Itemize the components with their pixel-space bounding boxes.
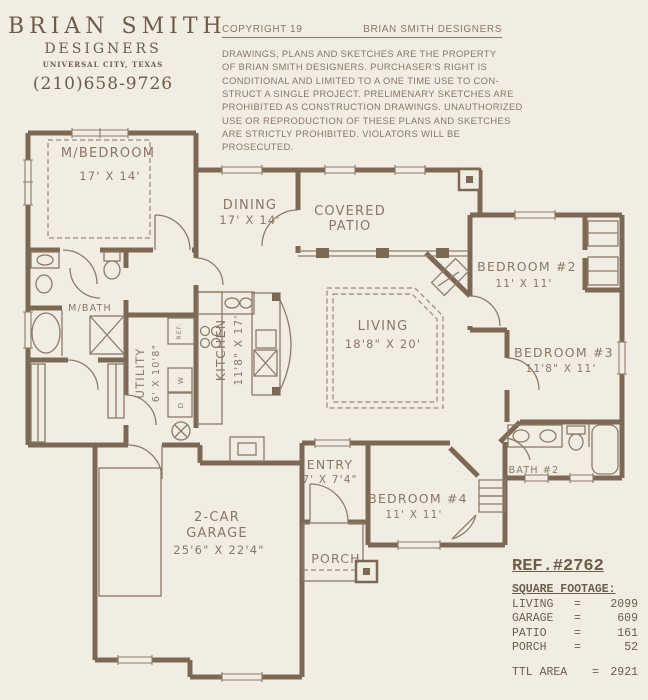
room-dims-kitchen: 11'8" X 17' <box>233 314 245 386</box>
kitchen-sink <box>225 298 239 308</box>
row-label: LIVING <box>512 597 554 611</box>
toilet-tank <box>104 252 120 261</box>
copyright-line: PROHIBITED AS CONSTRUCTION DRAWINGS. UNAUTHORIZED <box>222 101 523 113</box>
window <box>72 128 128 138</box>
dryer-label: D <box>177 401 185 409</box>
window <box>515 210 555 220</box>
room-dims-bedroom4: 11' X 11' <box>385 509 443 521</box>
bedroom2-closet-shelves <box>588 221 618 285</box>
room-dims-utility: 6' X 10'8" <box>151 343 162 403</box>
sink <box>37 255 53 265</box>
total-value: 2921 <box>610 666 638 679</box>
row-value: 52 <box>624 641 638 654</box>
sink <box>540 430 556 442</box>
garage-storage-outline <box>99 468 161 596</box>
kitchen-sink <box>240 298 252 308</box>
room-label-garage-2: GARAGE <box>186 526 248 541</box>
patio-outline <box>298 248 468 258</box>
room-label-utility: UTILITY <box>133 347 147 399</box>
row-value: 2099 <box>610 597 638 611</box>
square-footage-title: SQUARE FOOTAGE: <box>512 583 616 596</box>
room-label-master-bath: M/BATH <box>68 303 112 314</box>
dishwasher <box>256 330 276 348</box>
room-label-dining: DINING <box>222 198 278 213</box>
room-label-covered-patio-2: PATIO <box>328 219 372 234</box>
patio-post <box>436 248 449 258</box>
room-dims-dining: 17' X 14' <box>219 213 281 227</box>
copyright-label: COPYRIGHT 19 <box>222 24 303 35</box>
copyright-line: OF BRIAN SMITH DESIGNERS. PURCHASER'S RIGHT IS <box>222 61 488 73</box>
row-value: 609 <box>617 612 638 625</box>
window <box>23 160 33 205</box>
room-dims-master-bedroom: 17' X 14' <box>79 169 141 183</box>
room-dims-bedroom2: 11' X 11' <box>495 278 553 290</box>
room-label-kitchen: KITCHEN <box>213 318 228 382</box>
window <box>570 473 593 483</box>
copyright-line: STRUCT A SINGLE PROJECT. PRELIMENARY SKETCHES ARE <box>222 88 514 100</box>
row-eq: = <box>574 641 581 654</box>
room-dims-bedroom3: 11'8" X 11' <box>525 363 597 375</box>
row-eq: = <box>574 612 581 625</box>
room-dims-garage: 25'6" X 22'4" <box>173 543 265 557</box>
designer-city: UNIVERSAL CITY, TEXAS <box>42 60 164 69</box>
room-label-bedroom3: BEDROOM #3 <box>514 345 614 360</box>
toilet <box>36 275 52 293</box>
cooktop-burner <box>201 339 210 348</box>
window <box>395 165 425 175</box>
window <box>315 438 350 448</box>
total-label: TTL AREA <box>512 666 568 679</box>
row-eq: = <box>574 597 581 611</box>
room-label-bath2: BATH #2 <box>508 465 560 476</box>
window <box>617 342 627 374</box>
utility-appliances <box>168 318 194 440</box>
row-value: 161 <box>617 626 638 640</box>
total-eq: = <box>592 666 599 679</box>
refrigerator-label: REF. <box>176 322 183 340</box>
room-label-bedroom2: BEDROOM #2 <box>477 259 577 274</box>
toilet <box>569 434 583 450</box>
pantry <box>230 437 264 461</box>
patio-column <box>459 169 480 190</box>
bathtub <box>592 425 618 474</box>
kitchen-counter-top <box>198 292 254 314</box>
room-dims-living: 18'8" X 20' <box>344 337 422 351</box>
designer-subtitle: DESIGNERS <box>44 41 162 57</box>
row-label: GARAGE <box>512 612 554 625</box>
room-label-master-bedroom: M/BEDROOM <box>60 146 156 161</box>
copyright-line: DRAWINGS, PLANS AND SKETCHES ARE THE PROPERTY <box>222 48 497 59</box>
cooktop-burner <box>201 327 210 336</box>
room-label-covered-patio-1: COVERED <box>314 204 386 219</box>
row-label: PATIO <box>512 626 547 640</box>
bathtub <box>32 313 60 353</box>
window <box>398 540 440 550</box>
window <box>118 655 152 665</box>
window <box>222 165 262 175</box>
window <box>325 165 355 175</box>
washer-label: W <box>177 375 185 385</box>
copyright-line: ARE STRICTLY PROHIBITED. VIOLATORS WILL BE PROSECUTED. <box>222 128 461 153</box>
room-label-bedroom4: BEDROOM #4 <box>368 491 468 506</box>
room-dims-entry: 7' X 7'4" <box>302 474 358 486</box>
hall-linen-shelves <box>479 480 505 512</box>
toilet-tank <box>567 426 585 434</box>
master-closet-shelves <box>31 364 124 442</box>
copyright-line: CONDITIONAL AND LIMITED TO A ONE TIME USE TO CON- <box>222 74 499 86</box>
room-label-garage-1: 2-CAR <box>194 510 240 525</box>
row-label: PORCH <box>512 641 547 654</box>
plan-reference-number: REF.#2762 <box>512 557 604 576</box>
window <box>222 672 262 682</box>
patio-post <box>316 248 329 258</box>
room-labels <box>61 146 614 566</box>
patio-post <box>376 248 389 258</box>
copyright-owner: BRIAN SMITH DESIGNERS <box>363 24 502 35</box>
row-eq: = <box>574 626 581 640</box>
copyright-line: USE OR REPRODUCTION OF THESE PLANS AND SKETCHES <box>222 114 511 126</box>
room-label-living: LIVING <box>357 319 409 334</box>
island-bar-arc <box>280 300 291 390</box>
designer-phone: (210)658-9726 <box>32 74 174 94</box>
designer-name: BRIAN SMITH <box>8 14 227 39</box>
sink <box>513 430 529 442</box>
room-label-entry: ENTRY <box>306 457 354 472</box>
room-label-porch: PORCH <box>311 551 361 566</box>
toilet <box>104 261 120 279</box>
